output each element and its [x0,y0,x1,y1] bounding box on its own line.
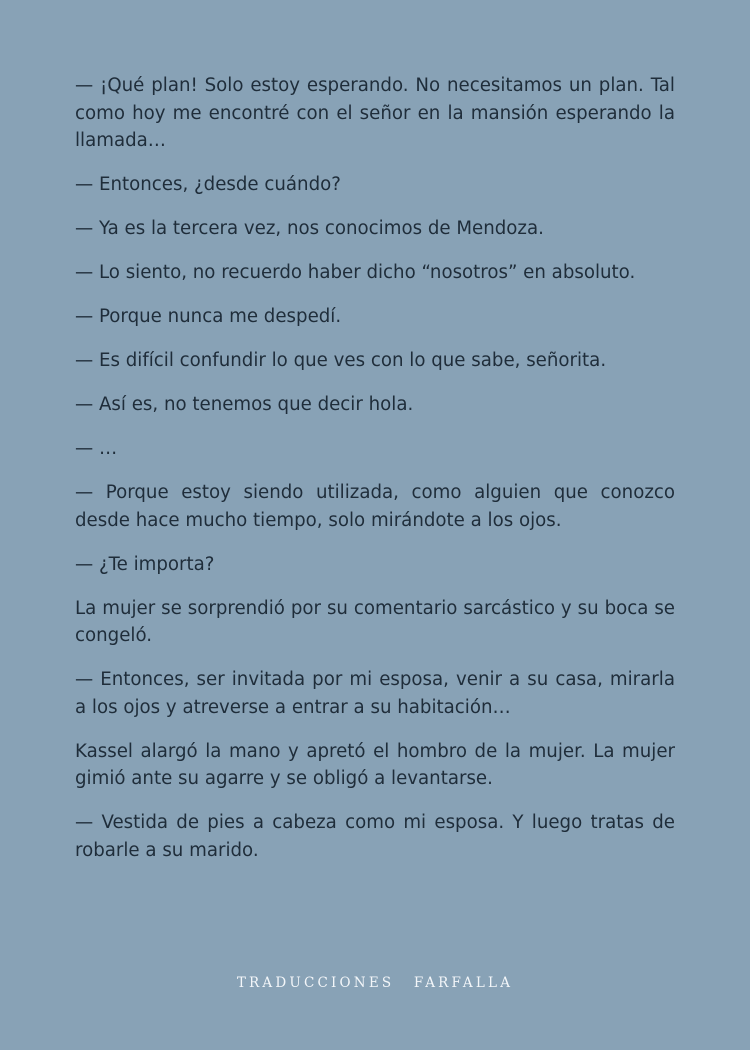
page-footer: TRADUCCIONES FARFALLA [236,975,514,991]
paragraph: — Lo siento, no recuerdo haber dicho “nosotros” en absoluto. [75,262,636,283]
paragraph: — Entonces, ser invitada por mi esposa, venir a su casa, mirarla a los ojos y atreverse a entrar a su habitación… [75,669,675,718]
paragraph: — Porque estoy siendo utilizada, como alguien que conozco desde hace mucho tiempo, solo mirándote a los ojos. [75,482,675,531]
paragraph: — Ya es la tercera vez, nos conocimos de Mendoza. [75,218,544,239]
paragraph: — … [75,438,118,459]
paragraph: — Así es, no tenemos que decir hola. [75,394,414,415]
paragraph: Kassel alargó la mano y apretó el hombro de la mujer. La mujer gimió ante su agarre y se obligó a levantarse. [75,740,675,789]
paragraph: — Entonces, ¿desde cuándo? [75,174,341,195]
text-body [75,72,675,881]
paragraph: La mujer se sorprendió por su comentario sarcástico y su boca se congeló. [75,597,675,646]
paragraph: — Es difícil confundir lo que ves con lo que sabe, señorita. [75,350,607,371]
paragraph: — Porque nunca me despedí. [75,306,342,327]
paragraph: — Vestida de pies a cabeza como mi esposa. Y luego tratas de robarle a su marido. [75,812,675,861]
paragraph: — ¡Qué plan! Solo estoy esperando. No necesitamos un plan. Tal como hoy me encontré con el señor en la mansión esperando la llamada… [75,75,675,151]
paragraph: — ¿Te importa? [75,553,215,575]
